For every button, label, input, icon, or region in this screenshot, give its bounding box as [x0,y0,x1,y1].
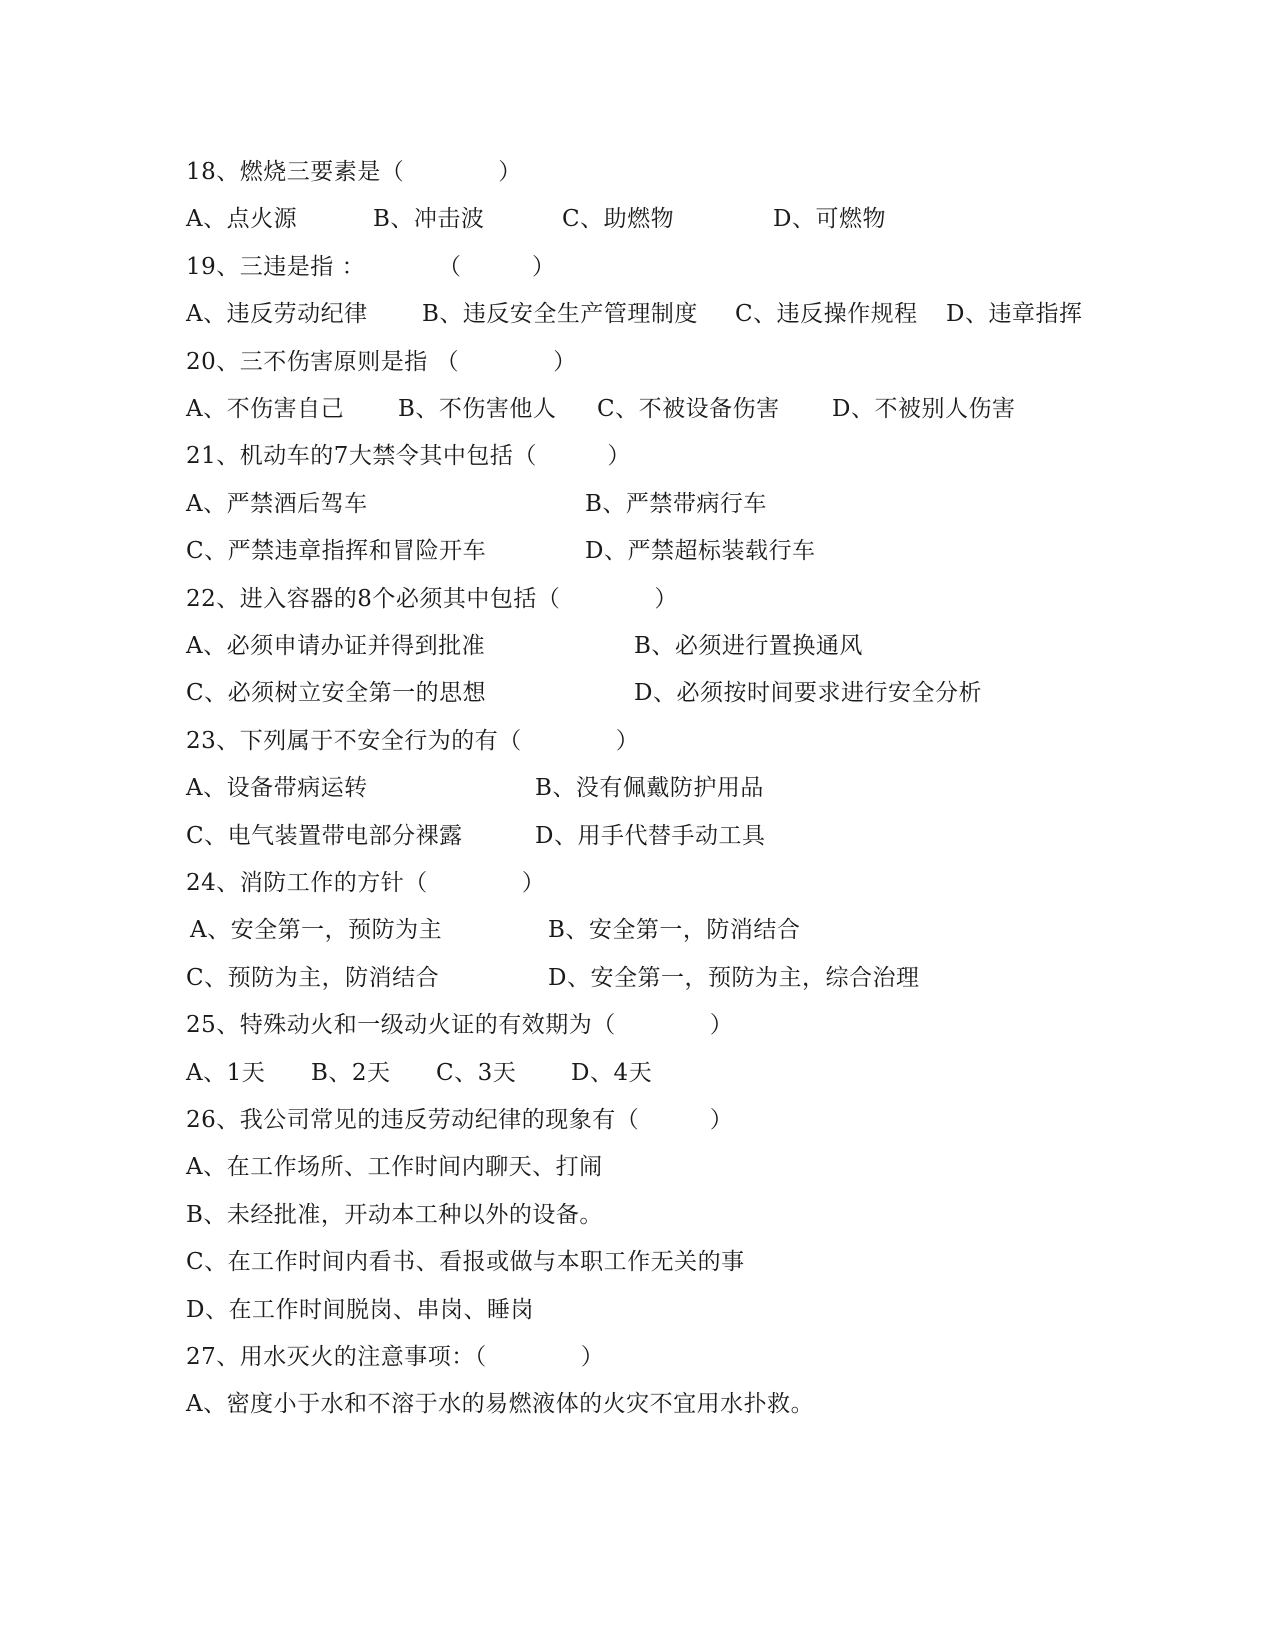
line-text: 25、特殊动火和一级动火证的有效期为（ ） [186,1012,734,1039]
option-text: B、2天 [311,1059,391,1086]
option-text: D、安全第一，预防为主，综合治理 [548,964,920,991]
option-text: A、必须申请办证并得到批准 [186,633,486,659]
option-text: （ ） [438,253,556,280]
option-text: B、不伤害他人 [398,396,557,422]
option-text: C、预防为主，防消结合 [186,964,440,991]
line-text: 27、用水灭火的注意事项：（ ） [186,1344,605,1370]
option-text: A、严禁酒后驾车 [186,490,368,517]
line-text: B、未经批准，开动本工种以外的设备。 [186,1201,603,1228]
option-text: D、4天 [571,1059,653,1086]
option-text: A、设备带病运转 [186,775,368,802]
option-text: C、不被设备伤害 [597,396,780,422]
option-text: B、安全第一，防消结合 [548,917,801,944]
line-text: C、在工作时间内看书、看报或做与本职工作无关的事 [186,1249,745,1276]
option-text: B、必须进行置换通风 [634,633,863,659]
line-text: 18、燃烧三要素是（ ） [186,159,522,185]
option-text: C、电气装置带电部分裸露 [186,822,463,849]
option-text: A、点火源 [186,206,298,233]
option-text: B、严禁带病行车 [585,490,767,517]
option-text: D、违章指挥 [946,301,1083,328]
option-text: C、必须树立安全第一的思想 [186,680,487,707]
line-text: 26、我公司常见的违反劳动纪律的现象有（ ） [186,1107,734,1133]
line-text: 24、消防工作的方针（ ） [186,870,546,896]
option-text: B、冲击波 [373,206,485,233]
line-text: 22、进入容器的8个必须其中包括（ ） [186,585,678,612]
option-text: A、1天 [186,1059,266,1086]
option-text: D、必须按时间要求进行安全分析 [634,680,982,707]
option-text: B、违反安全生产管理制度 [422,301,698,328]
option-text: C、严禁违章指挥和冒险开车 [186,538,487,565]
line-text: 21、机动车的7大禁令其中包括（ ） [186,443,631,470]
option-text: C、违反操作规程 [735,301,918,328]
option-text: A、不伤害自己 [186,396,345,422]
option-text: D、严禁超标装载行车 [585,538,816,565]
option-text: A、违反劳动纪律 [186,301,368,328]
option-text: D、可燃物 [773,206,886,233]
option-text: D、不被别人伤害 [832,396,1016,422]
option-text: C、3天 [436,1059,517,1086]
line-text: 23、下列属于不安全行为的有（ ） [186,727,640,754]
option-text: A、安全第一，预防为主 [190,917,443,944]
line-text: A、密度小于水和不溶于水的易燃液体的火灾不宜用水扑救。 [186,1391,815,1418]
option-text: 19、三违是指 ： [186,253,366,280]
option-text: C、助燃物 [562,206,675,233]
line-text: A、在工作场所、工作时间内聊天、打闹 [186,1154,603,1181]
option-text: B、没有佩戴防护用品 [535,775,764,802]
line-text: D、在工作时间脱岗、串岗、睡岗 [186,1296,534,1323]
option-text: D、用手代替手动工具 [535,822,766,849]
line-text: 20、三不伤害原则是指 （ ） [186,348,577,375]
